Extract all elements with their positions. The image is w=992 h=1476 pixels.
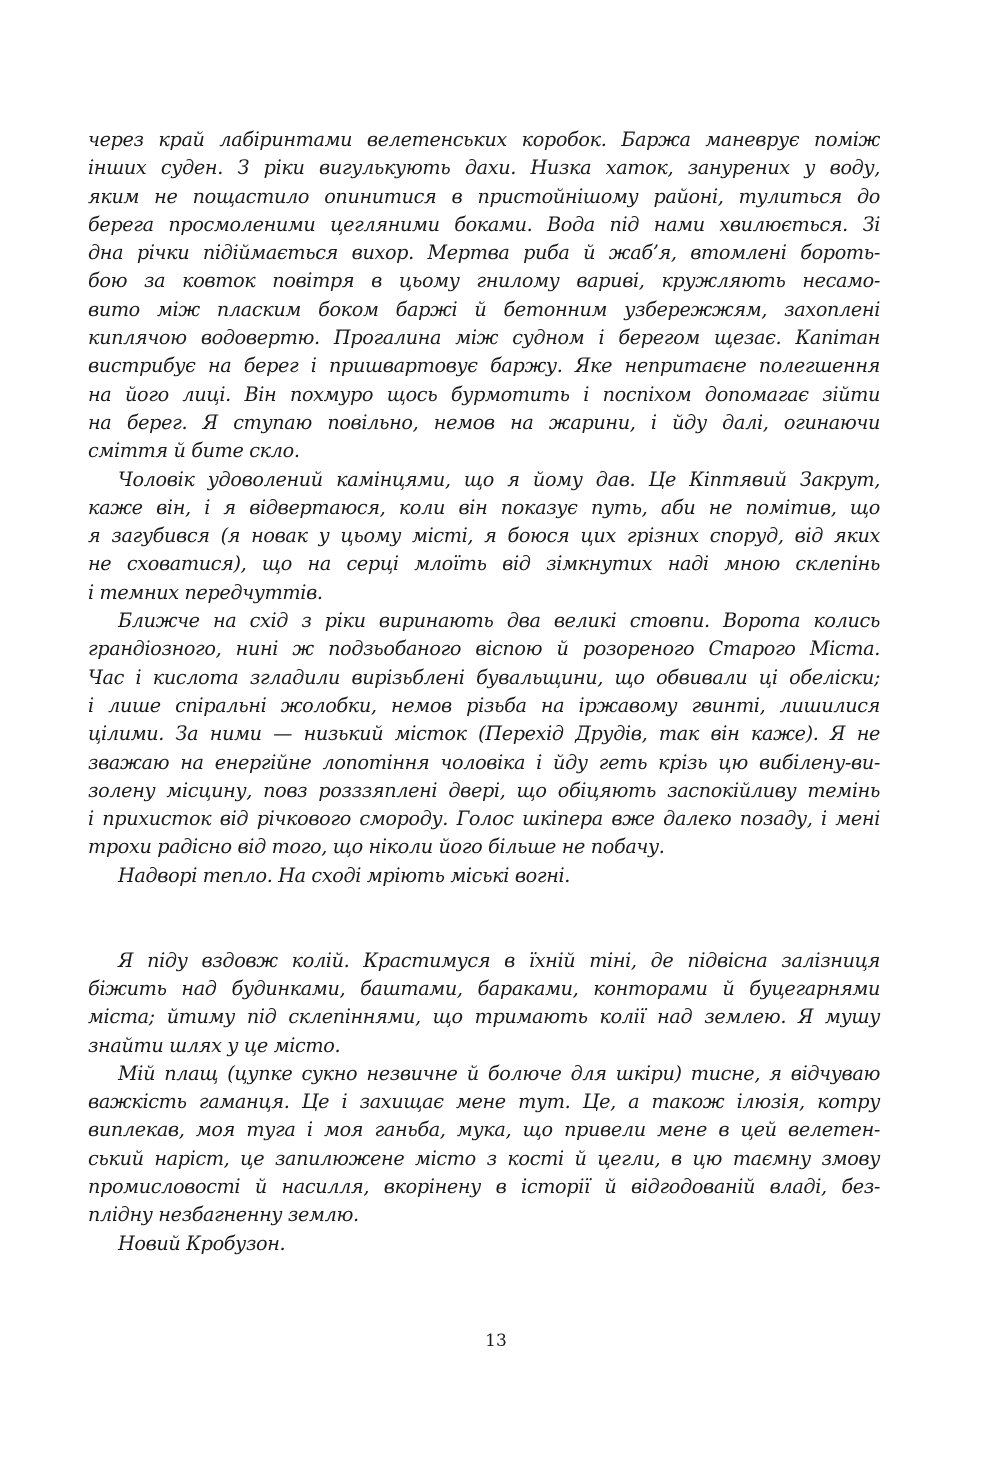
text-line: Я піду вздовж колій. Крастимуся в їхній тіні, де підвісна залізниця [118,948,880,972]
paragraph [88,1230,880,1258]
text-line: каже він, і я відвертаюся, коли він показує путь, аби не помітив, що [88,495,880,519]
text-line: берега просмоленими цегляними боками. Вода під нами хвилюється. Зі [88,212,880,236]
text-line: міста; йтиму під склепіннями, що тримають колії над землею. Я мушу [88,1005,880,1029]
text-line: трохи радісно від того, що ніколи його більше не побачу. [88,835,665,859]
text-line: не сховатися), що на серці млоїть від зімкнутих наді мною склепінь [88,552,880,576]
paragraph [88,126,880,466]
text-line: на його лиці. Він похмуро щось бурмотить і поспіхом допомагає зійти [88,382,880,406]
section-break [88,918,880,946]
page-body [88,126,880,1258]
paragraph [88,466,880,607]
text-line: і прихисток від річкового смороду. Голос шкіпера вже далеко позаду, і мені [88,807,880,831]
text-line: яким не пощастило опинитися в пристойнішому районі, тулиться до [88,184,880,208]
text-line: зважаю на енергійне лопотіння чоловіка і йду геть крізь цю вибілену-ви- [88,750,880,774]
text-line: я загубився (я новак у цьому місті, я боюся цих грізних споруд, від яких [88,524,880,548]
text-line: вито між пласким боком баржі й бетонним узбережжям, захоплені [88,297,880,321]
text-line: бою за ковток повітря в цьому гнилому вариві, кружляють несамо- [88,269,880,293]
section-break [88,890,880,918]
text-line: промисловості й насилля, вкорінену в історії й відгодованій владі, без- [88,1174,880,1198]
paragraph [88,862,880,890]
text-line: виплекав, моя туга і моя ганьба, мука, що привели мене в цей велетен- [88,1118,880,1142]
text-line: Ближче на схід з ріки виринають два великі стовпи. Ворота колись [118,609,880,633]
text-line: знайти шлях у це місто. [88,1033,341,1057]
text-line: Мій плащ (цупке сукно незвичне й болюче для шкіри) тисне, я відчуваю [118,1061,880,1085]
text-line: дна річки підіймається вихор. Мертва риба й жаб’я, втомлені бороть- [88,241,880,265]
text-line: біжить над будинками, баштами, бараками, конторами й буцегарнями [88,976,880,1000]
paragraph [88,607,880,862]
text-line: і лише спіральні жолобки, немов різьба на іржавому гвинті, лишилися [88,693,880,717]
page-number: 13 [485,1331,507,1351]
text-line: важкість гаманця. Це і захищає мене тут. Це, а також ілюзія, котру [88,1090,880,1114]
text-line: грандіозного, нині ж подзьобаного віспою й розореного Старого Міста. [88,637,880,661]
text-line: цілими. За ними — низький місток (Перехід Друдів, так він каже). Я не [88,722,880,746]
text-line: Новий Кробузон. [118,1231,286,1255]
text-line: на берег. Я ступаю повільно, немов на жарини, і йду далі, огинаючи [88,410,880,434]
paragraph [88,947,880,1060]
text-line: через край лабіринтами велетенських коробок. Баржа маневрує поміж [88,128,880,151]
text-line: киплячою водовертю. Прогалина між судном і берегом щезає. Капітан [88,326,880,350]
text-line: ський наріст, це запилюжене місто з кості й цегли, в цю таємну змову [88,1146,880,1170]
text-line: і темних передчуттів. [88,580,323,604]
text-line: золену місцину, повз розззяплені двері, що обіцяють заспокійливу темінь [88,778,880,802]
text-line: плідну незбагненну землю. [88,1203,359,1227]
text-line: Чоловік удоволений камінцями, що я йому дав. Це Кіптявий Закрут, [118,467,880,491]
text-line: вистрибує на берег і пришвартовує баржу. Яке непритаєне полегшення [88,354,880,378]
text-line: Час і кислота згладили вирізьблені бувальщини, що обвивали ці обеліски; [88,665,880,689]
text-line: Надворі тепло. На сході мріють міські вогні. [118,863,571,887]
text-line: сміття й бите скло. [88,439,300,463]
paragraph [88,1060,880,1230]
text-line: інших суден. З ріки вигулькують дахи. Низка хаток, занурених у воду, [88,156,880,180]
